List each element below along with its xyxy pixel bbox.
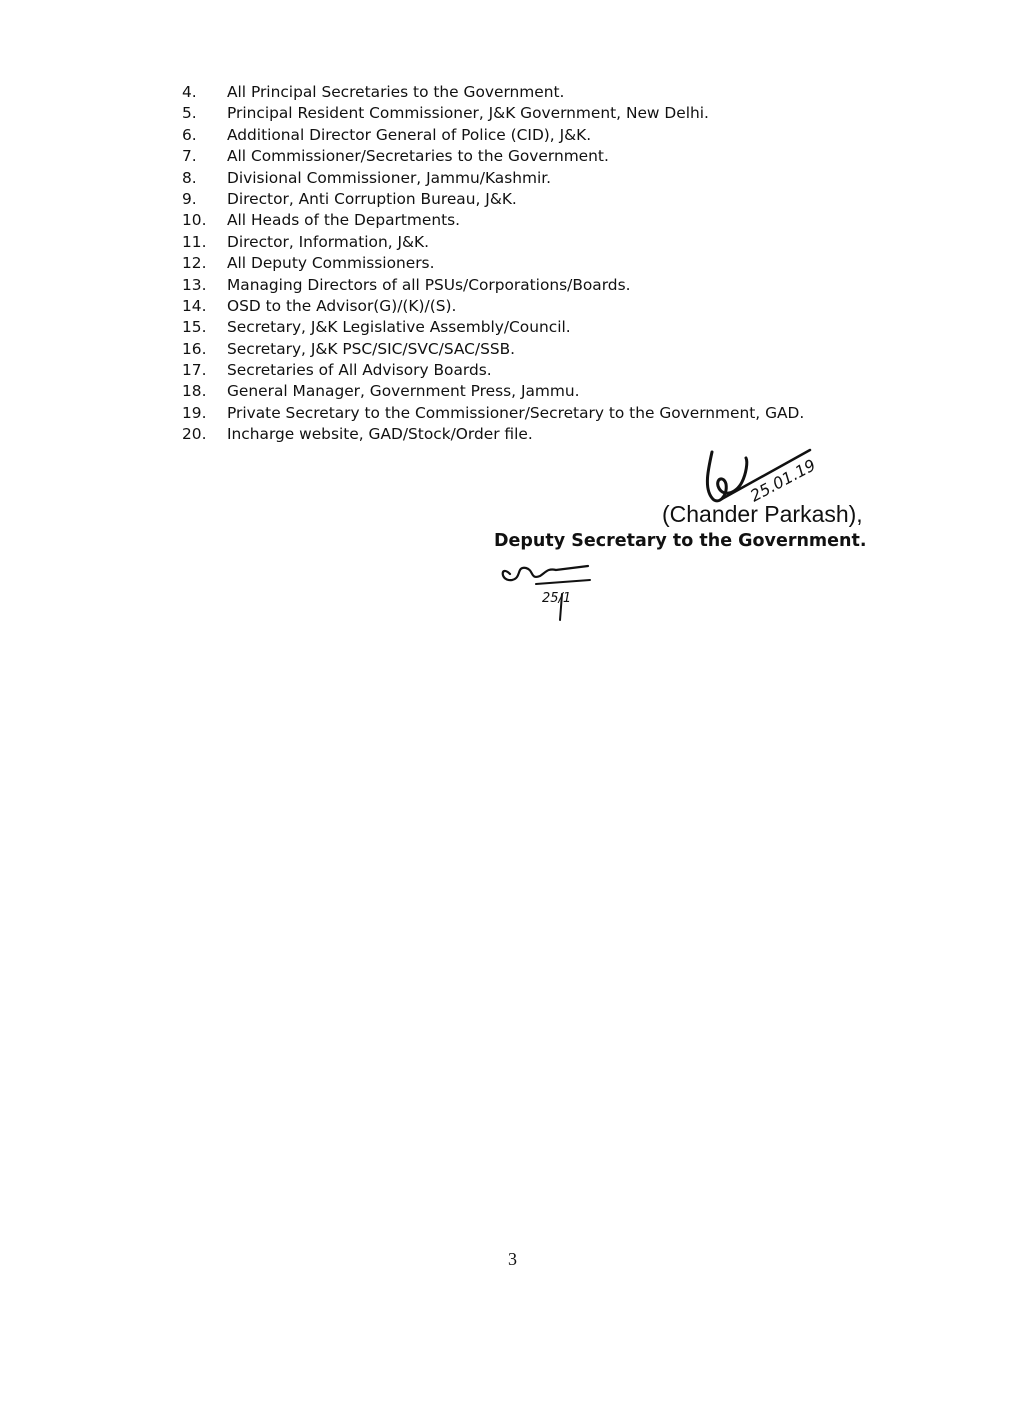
item-text: Divisional Commissioner, Jammu/Kashmir.	[227, 168, 552, 187]
distribution-item	[182, 253, 882, 274]
distribution-item	[182, 103, 882, 124]
item-number: 5.	[182, 104, 197, 123]
item-text: Secretary, J&K PSC/SIC/SVC/SAC/SSB.	[227, 339, 516, 358]
item-text: All Deputy Commissioners.	[227, 254, 435, 273]
item-text: Managing Directors of all PSUs/Corporations/Boards.	[227, 275, 631, 294]
distribution-item	[182, 146, 882, 167]
item-number: 9.	[182, 189, 197, 208]
initials-date: 25/1	[542, 591, 572, 606]
distribution-item	[182, 296, 882, 317]
item-number: 14.	[182, 296, 207, 315]
item-number: 12.	[182, 254, 207, 273]
distribution-item	[182, 232, 882, 253]
item-text: Incharge website, GAD/Stock/Order file.	[227, 425, 533, 444]
item-text: OSD to the Advisor(G)/(K)/(S).	[227, 296, 457, 315]
item-number: 6.	[182, 125, 197, 144]
page-number: 3	[508, 1249, 517, 1269]
item-number: 18.	[182, 382, 207, 401]
item-number: 11.	[182, 232, 207, 251]
item-text: All Commissioner/Secretaries to the Government.	[227, 147, 609, 166]
item-text: Private Secretary to the Commissioner/Secretary to the Government, GAD.	[227, 403, 805, 422]
distribution-list	[182, 82, 882, 446]
item-number: 19.	[182, 403, 207, 422]
distribution-item	[182, 275, 882, 296]
item-number: 10.	[182, 211, 207, 230]
distribution-item	[182, 189, 882, 210]
item-text: Secretary, J&K Legislative Assembly/Council.	[227, 318, 571, 337]
item-number: 8.	[182, 168, 197, 187]
item-text: All Principal Secretaries to the Government.	[227, 83, 565, 101]
item-number: 13.	[182, 275, 207, 294]
handwritten-initials	[496, 554, 606, 624]
item-number: 20.	[182, 425, 207, 444]
item-text: Principal Resident Commissioner, J&K Government, New Delhi.	[227, 104, 709, 123]
distribution-item	[182, 381, 882, 402]
distribution-item	[182, 82, 882, 103]
item-number: 15.	[182, 318, 207, 337]
item-text: Secretaries of All Advisory Boards.	[227, 361, 492, 380]
item-number: 16.	[182, 339, 207, 358]
distribution-item	[182, 317, 882, 338]
distribution-item	[182, 403, 882, 424]
item-text: Additional Director General of Police (CID), J&K.	[227, 125, 592, 144]
distribution-item	[182, 125, 882, 146]
distribution-item	[182, 360, 882, 381]
item-number: 17.	[182, 361, 207, 380]
signatory-title: Deputy Secretary to the Government.	[494, 531, 867, 551]
signature-date: 25.01.19	[746, 455, 819, 506]
item-text: Director, Information, J&K.	[227, 232, 430, 251]
distribution-item	[182, 210, 882, 231]
distribution-item	[182, 168, 882, 189]
item-text: Director, Anti Corruption Bureau, J&K.	[227, 189, 517, 208]
signatory-name: (Chander Parkash),	[662, 501, 863, 527]
item-number: 7.	[182, 147, 197, 166]
item-text: General Manager, Government Press, Jammu.	[227, 382, 580, 401]
item-text: All Heads of the Departments.	[227, 211, 461, 230]
distribution-item	[182, 339, 882, 360]
item-number: 4.	[182, 83, 197, 101]
